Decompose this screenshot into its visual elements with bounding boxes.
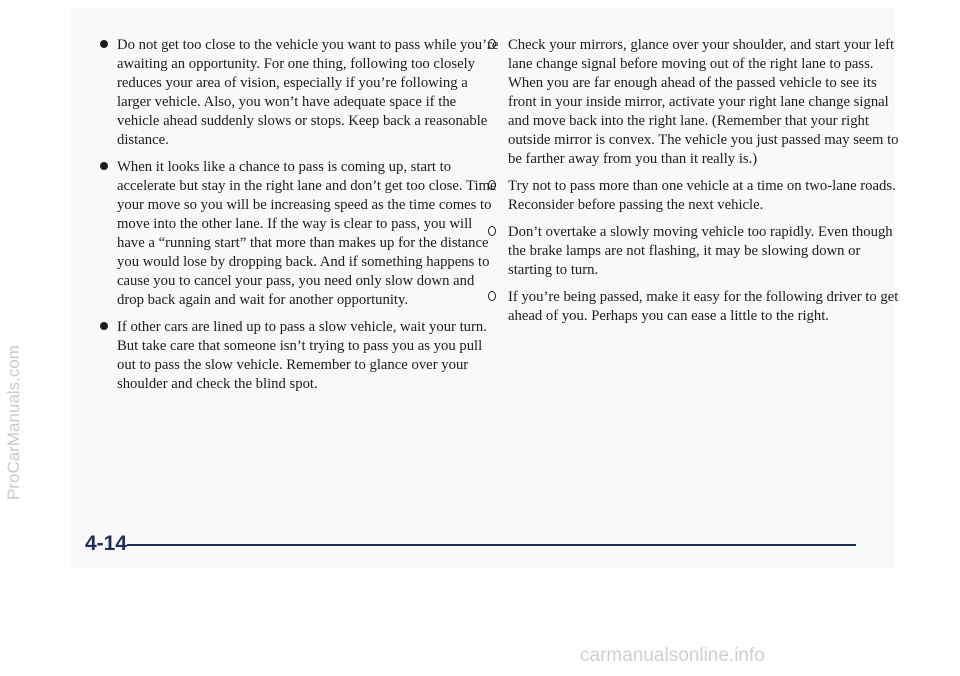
bullet-item [488,223,908,280]
bullet-text: If other cars are lined up to pass a slow vehicle, wait your turn. But take care that someone isn’t trying to pass you as you pull out to pass the slow vehicle. Remember to glance over your shoulder and check the blind spot. [117,319,487,392]
bullet-dot-icon [100,162,108,170]
bullet-item [100,158,500,310]
bullet-item [488,177,908,215]
bullet-ring-icon [488,291,496,301]
bullet-text: If you’re being passed, make it easy for the following driver to get ahead of you. Perhaps you can ease a little to the right. [508,289,899,324]
bullet-item [100,318,500,394]
bullet-item [100,36,500,150]
page-number: 4-14 [85,532,128,555]
bullet-text: Try not to pass more than one vehicle at a time on two-lane roads. Reconsider before passing the next vehicle. [508,178,896,213]
bullet-text: Don’t overtake a slowly moving vehicle too rapidly. Even though the brake lamps are not flashing, it may be slowing down or starting to turn. [508,224,893,278]
side-watermark: ProCarManuals.com [4,345,23,500]
right-column [488,36,908,333]
bullet-text: When it looks like a chance to pass is coming up, start to accelerate but stay in the right lane and don’t get too close. Time your move so you will be increasing speed as the time comes to move into the other lane. If the way is clear to pass, you will have a “running start” that more than makes up for the distance you would lose by dropping back. And if something happens to cause you to cancel your pass, you need only slow down and drop back again and wait for another opportunity. [117,159,497,308]
footer-rule [127,544,856,546]
bottom-watermark: carmanualsonline.info [580,645,765,666]
bullet-dot-icon [100,322,108,330]
bullet-dot-icon [100,40,108,48]
bullet-item [488,288,908,326]
bullet-ring-icon [488,226,496,236]
manual-page [70,8,899,568]
bullet-ring-icon [488,39,496,49]
bullet-text: Check your mirrors, glance over your shoulder, and start your left lane change signal before moving out of the right lane to pass. When you are far enough ahead of the passed vehicle to see its front in your inside mirror, activate your right lane change signal and move back into the right lane. (Remember that your right outside mirror is convex. The vehicle you just passed may seem to be farther away from you than it really is.) [508,37,899,167]
left-column [100,36,500,401]
bullet-text: Do not get too close to the vehicle you want to pass while you’re awaiting an opportunity. For one thing, following too closely reduces your area of vision, especially if you’re following a larger vehicle. Also, you won’t have adequate space if the vehicle ahead suddenly slows or stops. Keep back a reasonable distance. [117,37,499,148]
bullet-ring-icon [488,180,496,190]
bullet-item [488,36,908,169]
